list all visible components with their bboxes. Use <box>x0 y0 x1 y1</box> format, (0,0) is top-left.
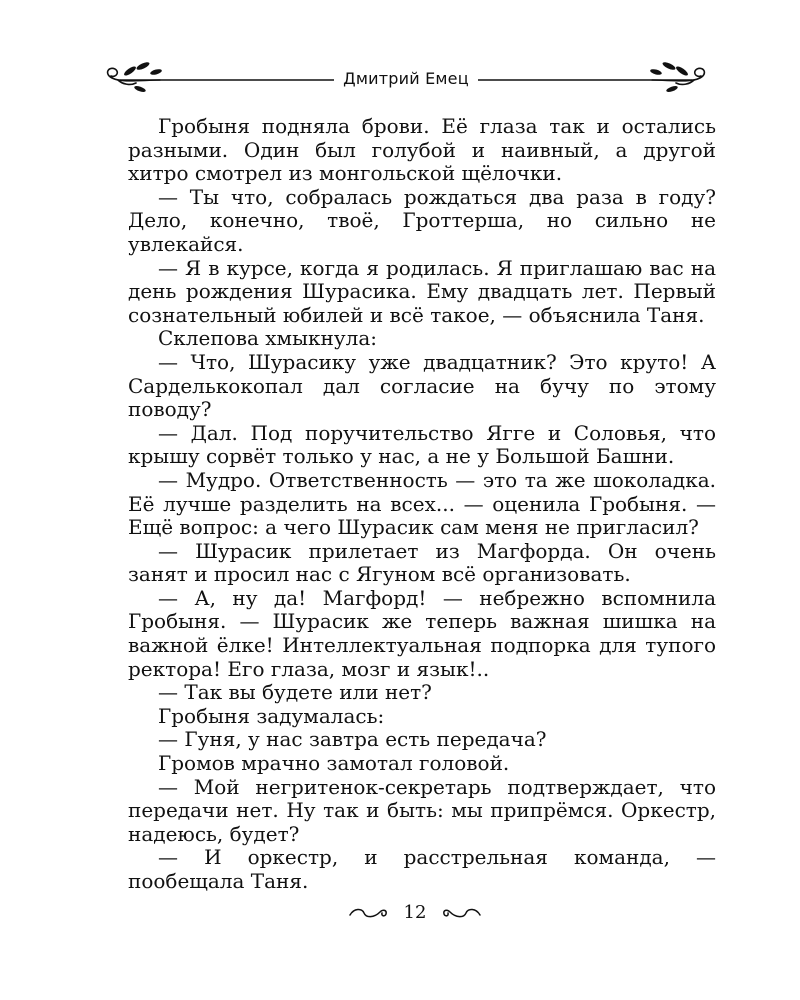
paragraph: — Шурасик прилетает из Магфорда. Он очень занят и просил нас с Ягуном всё организовать. <box>128 538 716 587</box>
running-header <box>100 56 712 100</box>
paragraph: — Я в курсе, когда я родилась. Я приглашаю вас на день рождения Шурасика. Ему двадцать лет. Первый сознательный юбилей и всё такое, — объяснила Таня. <box>128 255 716 327</box>
paragraph: — Гуня, у нас завтра есть передача? <box>158 727 547 752</box>
paragraph: — Мудро. Ответственность — это та же шоколадка. Её лучше разделить на всех... — оценила Гробыня. — Ещё вопрос: а чего Шурасик сам меня не пригласил? <box>128 467 716 540</box>
page-footer <box>340 900 490 926</box>
paragraph: Склепова хмыкнула: <box>158 326 377 351</box>
paragraph: — А, ну да! Магфорд! — небрежно вспомнила Гробыня. — Шурасик же теперь важная шишка на важной ёлке! Интеллектуальная подпорка для тупого ректора! Его глаза, мозг и язык!.. <box>128 585 716 681</box>
paragraph: — Что, Шурасику уже двадцатник? Это круто! А Сарделькокопал дал согласие на бучу по этому поводу? <box>128 349 716 422</box>
paragraph: — И оркестр, и расстрельная команда, — пообещала Таня. <box>128 845 716 893</box>
paragraph: — Мой негритенок-секретарь подтверждает, что передачи нет. Ну так и быть: мы припрёмся. Оркестр, надеюсь, будет? <box>128 774 716 846</box>
body-text <box>128 115 716 894</box>
page-number: 12 <box>403 902 427 923</box>
paragraph: — Ты что, собралась рождаться два раза в году? Дело, конечно, твоё, Гроттерша, но сильно не увлекайся. <box>128 184 716 256</box>
paragraph: Гробыня подняла брови. Её глаза так и остались разными. Один был голубой и наивный, а другой хитро смотрел из монгольской щёлочки. <box>128 114 716 186</box>
paragraph: — Так вы будете или нет? <box>158 680 432 705</box>
paragraph: — Дал. Под поручительство Ягге и Соловья, что крышу сорвёт только у нас, а не у Большой Башни. <box>128 420 716 469</box>
paragraph: Громов мрачно замотал головой. <box>158 751 510 776</box>
paragraph: Гробыня задумалась: <box>158 703 385 728</box>
author-name <box>100 69 712 88</box>
author-name-text: Дмитрий Емец <box>334 69 478 88</box>
